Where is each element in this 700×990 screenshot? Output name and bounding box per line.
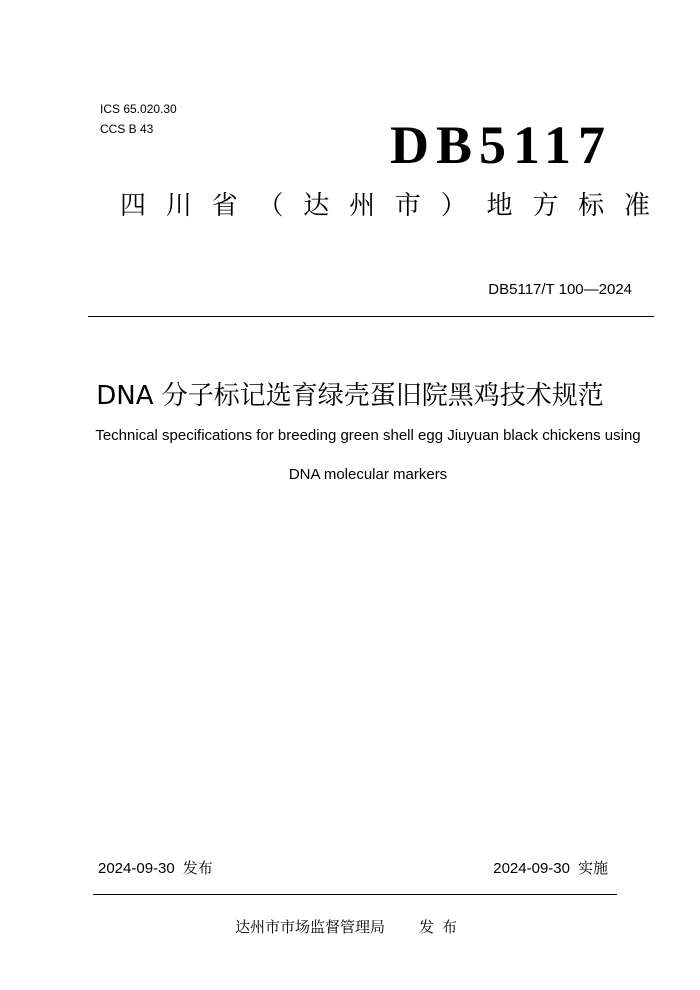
standard-type-char: 地 — [486, 191, 513, 221]
title-english-line-2: DNA molecular markers — [288, 466, 448, 483]
standard-type-char: 川 — [165, 191, 192, 221]
bottom-divider — [93, 894, 617, 895]
standard-type-char: 达 — [303, 191, 330, 221]
issuer-action: 发布 — [419, 918, 466, 936]
standard-type-char: 四 — [120, 191, 147, 221]
standard-type-char: ） — [440, 191, 467, 221]
implement-date: 2024-09-30 — [493, 860, 570, 877]
title-english-line-1: Technical specifications for breeding green shell egg Jiuyuan black chickens using — [95, 427, 641, 444]
ccs-code: CCS B 43 — [100, 122, 154, 136]
standard-type-heading — [120, 188, 650, 224]
implement-label: 实施 — [577, 859, 608, 877]
standard-type-char: 方 — [532, 191, 559, 221]
issue-label: 发布 — [182, 859, 213, 877]
issue-date-block — [98, 857, 213, 880]
issuer-line — [0, 915, 700, 939]
implement-date-block — [493, 857, 608, 880]
issuer-name: 达州市市场监督管理局 — [234, 918, 385, 936]
standard-type-char: 州 — [349, 191, 376, 221]
standard-type-char: 省 — [211, 191, 238, 221]
standard-type-char: （ — [257, 191, 284, 221]
ics-code: ICS 65.020.30 — [100, 102, 177, 116]
db-code-heading: DB5117 — [389, 115, 612, 175]
standard-number: DB5117/T 100—2024 — [488, 281, 632, 298]
standard-type-char: 市 — [394, 191, 421, 221]
standard-type-char: 准 — [623, 191, 650, 221]
standard-type-char: 标 — [578, 191, 605, 221]
title-chinese: DNA 分子标记选育绿壳蛋旧院黑鸡技术规范 — [96, 381, 604, 411]
issue-date: 2024-09-30 — [98, 860, 175, 877]
top-divider — [88, 316, 654, 317]
